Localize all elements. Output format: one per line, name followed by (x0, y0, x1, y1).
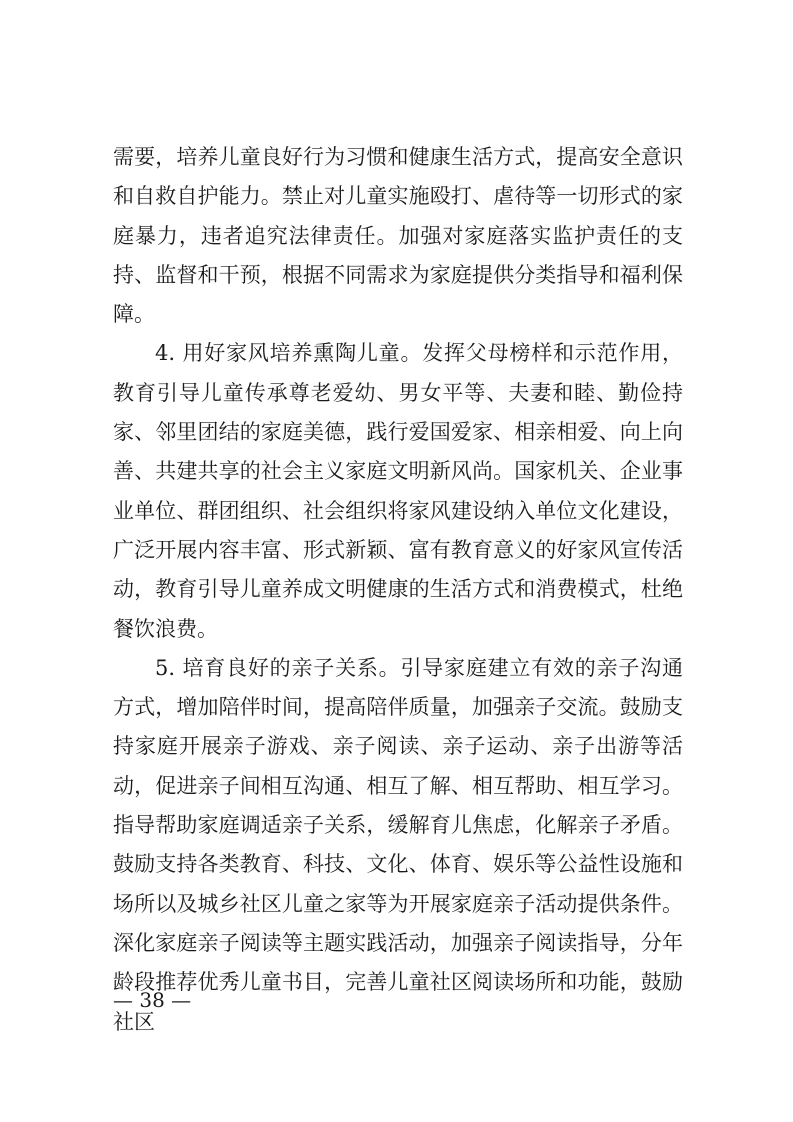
page-number: — 38 — (113, 988, 192, 1012)
paragraph-continued: 需要，培养儿童良好行为习惯和健康生活方式，提高安全意识和自救自护能力。禁止对儿童实施殴打、虐待等一切形式的家庭暴力，违者追究法律责任。加强对家庭落实监护责任的支持、监督和干预，根据不同需求为家庭提供分类指导和福利保障。 (113, 145, 683, 327)
paragraph-family-tradition: 4. 用好家风培养熏陶儿童。发挥父母榜样和示范作用，教育引导儿童传承尊老爱幼、男女平等、夫妻和睦、勤俭持家、邻里团结的家庭美德，践行爱国爱家、相亲相爱、向上向善、共建共享的社会主义家庭文明新风尚。国家机关、企业事业单位、群团组织、社会组织将家风建设纳入单位文化建设，广泛开展内容丰富、形式新颖、富有教育意义的好家风宣传活动，教育引导儿童养成文明健康的生活方式和消费模式，杜绝餐饮浪费。 (113, 341, 683, 641)
body-text (113, 138, 683, 1042)
paragraph-parent-child-relationship: 5. 培育良好的亲子关系。引导家庭建立有效的亲子沟通方式，增加陪伴时间，提高陪伴质量，加强亲子交流。鼓励支持家庭开展亲子游戏、亲子阅读、亲子运动、亲子出游等活动，促进亲子间相互沟通、相互了解、相互帮助、相互学习。指导帮助家庭调适亲子关系，缓解育儿焦虑，化解亲子矛盾。鼓励支持各类教育、科技、文化、体育、娱乐等公益性设施和场所以及城乡社区儿童之家等为开展家庭亲子活动提供条件。深化家庭亲子阅读等主题实践活动，加强亲子阅读指导，分年龄段推荐优秀儿童书目，完善儿童社区阅读场所和功能，鼓励社区 (113, 655, 683, 1034)
